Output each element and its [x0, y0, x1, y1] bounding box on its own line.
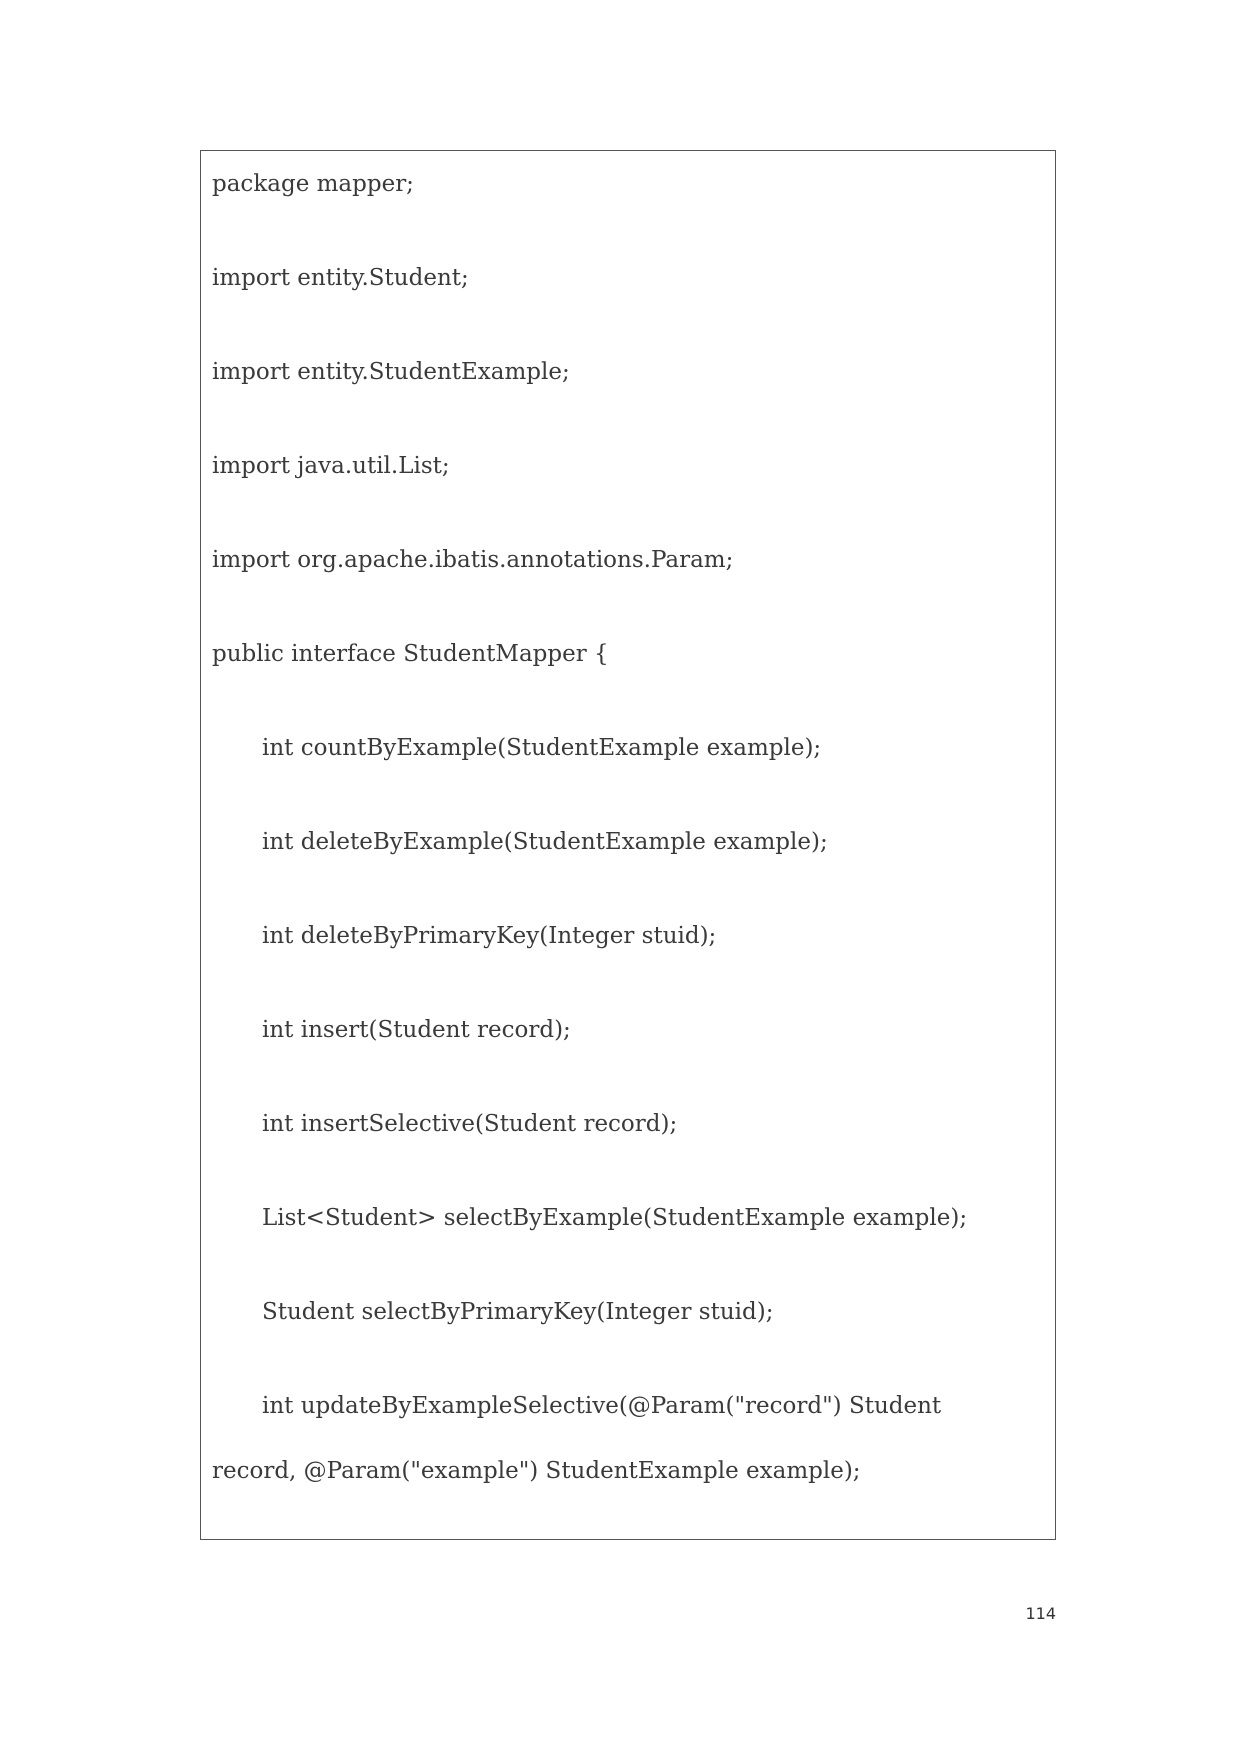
code-line-import-list: import java.util.List; [212, 453, 450, 479]
code-line-insert-selective: int insertSelective(Student record); [262, 1111, 678, 1137]
code-line-update-by-example-selective-continued: record, @Param("example") StudentExample example); [212, 1458, 861, 1484]
code-line-insert: int insert(Student record); [262, 1017, 571, 1043]
code-line-import-student: import entity.Student; [212, 265, 469, 291]
code-line-import-student-example: import entity.StudentExample; [212, 359, 570, 385]
code-line-select-by-example: List<Student> selectByExample(StudentExample example); [262, 1205, 968, 1231]
page-number: 114 [1025, 1604, 1056, 1623]
code-line-count-by-example: int countByExample(StudentExample example); [262, 735, 822, 761]
code-listing-box [200, 150, 1056, 1540]
code-line-delete-by-primary-key: int deleteByPrimaryKey(Integer stuid); [262, 923, 717, 949]
code-line-update-by-example-selective: int updateByExampleSelective(@Param("record") Student [262, 1393, 942, 1419]
code-line-package: package mapper; [212, 171, 414, 197]
code-line-interface-declaration: public interface StudentMapper { [212, 641, 609, 667]
code-line-select-by-primary-key: Student selectByPrimaryKey(Integer stuid); [262, 1299, 774, 1325]
code-line-delete-by-example: int deleteByExample(StudentExample example); [262, 829, 828, 855]
code-line-import-param: import org.apache.ibatis.annotations.Param; [212, 547, 734, 573]
